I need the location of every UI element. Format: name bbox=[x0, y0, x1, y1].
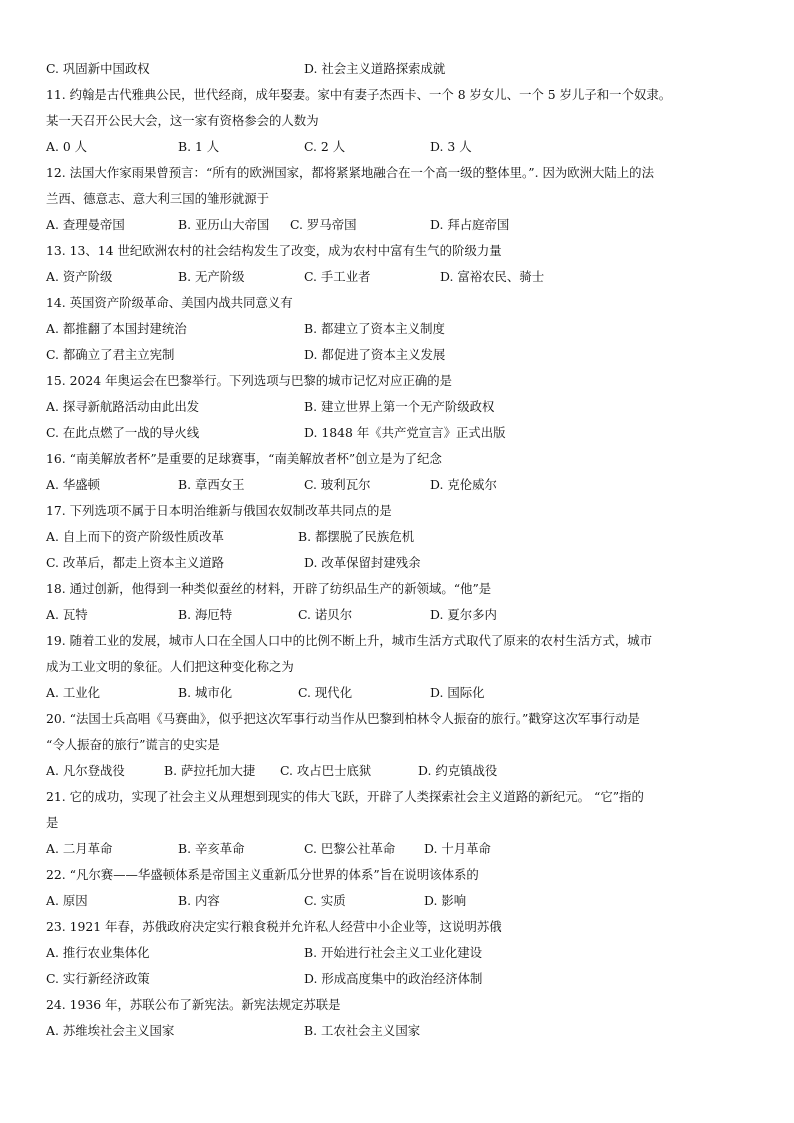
q22-option-d[interactable]: D. 影响 bbox=[424, 893, 467, 908]
q17-option-d[interactable]: D. 改革保留封建残余 bbox=[304, 555, 421, 570]
q16-option-d[interactable]: D. 克伦威尔 bbox=[430, 477, 497, 492]
q19-stem-line2: 成为工业文明的象征。人们把这种变化称之为 bbox=[46, 659, 294, 674]
q19-option-c[interactable]: C. 现代化 bbox=[298, 685, 353, 700]
q18-option-d[interactable]: D. 夏尔多内 bbox=[430, 607, 497, 622]
q21-option-c[interactable]: C. 巴黎公社革命 bbox=[304, 841, 396, 856]
q12-option-b[interactable]: B. 亚历山大帝国 bbox=[178, 217, 270, 232]
q19-stem-line1: 19. 随着工业的发展，城市人口在全国人口中的比例不断上升，城市生活方式取代了原来的农村生活方式，城市 bbox=[46, 633, 653, 648]
q17-option-c[interactable]: C. 改革后，都走上资本主义道路 bbox=[46, 555, 224, 570]
q11-stem-line2: 某一天召开公民大会，这一家有资格参会的人数为 bbox=[46, 113, 319, 128]
q18-option-c[interactable]: C. 诺贝尔 bbox=[298, 607, 353, 622]
q18-stem: 18. 通过创新，他得到一种类似蚕丝的材料，开辟了纺织品生产的新领域。“他”是 bbox=[46, 581, 492, 596]
q15-option-d[interactable]: D. 1848 年《共产党宣言》正式出版 bbox=[304, 425, 506, 440]
q24-stem: 24. 1936 年，苏联公布了新宪法。新宪法规定苏联是 bbox=[46, 997, 341, 1012]
q12-stem-line2: 兰西、德意志、意大利三国的雏形就源于 bbox=[46, 191, 270, 206]
q15-stem: 15. 2024 年奥运会在巴黎举行。下列选项与巴黎的城市记忆对应正确的是 bbox=[46, 373, 453, 388]
q22-option-a[interactable]: A. 原因 bbox=[46, 893, 88, 908]
q13-stem: 13. 13、14 世纪欧洲农村的社会结构发生了改变，成为农村中富有生气的阶级力量 bbox=[46, 243, 502, 258]
q24-option-a[interactable]: A. 苏维埃社会主义国家 bbox=[46, 1023, 175, 1038]
q11-option-d[interactable]: D. 3 人 bbox=[430, 139, 472, 154]
q11-option-a[interactable]: A. 0 人 bbox=[46, 139, 88, 154]
q23-stem: 23. 1921 年春，苏俄政府决定实行粮食税并允许私人经营中小企业等，这说明苏俄 bbox=[46, 919, 502, 934]
q23-option-b[interactable]: B. 开始进行社会主义工业化建设 bbox=[304, 945, 483, 960]
q11-option-b[interactable]: B. 1 人 bbox=[178, 139, 220, 154]
q23-option-d[interactable]: D. 形成高度集中的政治经济体制 bbox=[304, 971, 483, 986]
q21-option-d[interactable]: D. 十月革命 bbox=[424, 841, 491, 856]
q20-option-c[interactable]: C. 攻占巴士底狱 bbox=[280, 763, 372, 778]
q14-stem: 14. 英国资产阶级革命、美国内战共同意义有 bbox=[46, 295, 293, 310]
q15-option-b[interactable]: B. 建立世界上第一个无产阶级政权 bbox=[304, 399, 495, 414]
q22-option-c[interactable]: C. 实质 bbox=[304, 893, 346, 908]
q20-stem-line2: “令人振奋的旅行”谎言的史实是 bbox=[46, 737, 220, 752]
q16-option-c[interactable]: C. 玻利瓦尔 bbox=[304, 477, 371, 492]
q12-option-c[interactable]: C. 罗马帝国 bbox=[290, 217, 357, 232]
q12-stem-line1: 12. 法国大作家雨果曾预言：“所有的欧洲国家，都将紧紧地融合在一个高一级的整体里。”. 因为欧洲大陆上的法 bbox=[46, 165, 654, 180]
q19-option-b[interactable]: B. 城市化 bbox=[178, 685, 233, 700]
q20-option-d[interactable]: D. 约克镇战役 bbox=[418, 763, 498, 778]
q20-option-b[interactable]: B. 萨拉托加大捷 bbox=[164, 763, 256, 778]
q14-option-b[interactable]: B. 都建立了资本主义制度 bbox=[304, 321, 445, 336]
q15-option-c[interactable]: C. 在此点燃了一战的导火线 bbox=[46, 425, 200, 440]
q12-option-d[interactable]: D. 拜占庭帝国 bbox=[430, 217, 510, 232]
q21-stem-line1: 21. 它的成功，实现了社会主义从理想到现实的伟大飞跃，开辟了人类探索社会主义道路的新纪元。 “它”指的 bbox=[46, 789, 644, 804]
q11-stem-line1: 11. 约翰是古代雅典公民，世代经商，成年娶妻。家中有妻子杰西卡、一个 8 岁女儿、一个 5 岁儿子和一个奴隶。 bbox=[46, 87, 672, 102]
q15-option-a[interactable]: A. 探寻新航路活动由此出发 bbox=[46, 399, 200, 414]
q16-stem: 16. “南美解放者杯”是重要的足球赛事，“南美解放者杯”创立是为了纪念 bbox=[46, 451, 442, 466]
q14-option-c[interactable]: C. 都确立了君主立宪制 bbox=[46, 347, 175, 362]
q19-option-a[interactable]: A. 工业化 bbox=[46, 685, 100, 700]
q23-option-c[interactable]: C. 实行新经济政策 bbox=[46, 971, 150, 986]
q16-option-b[interactable]: B. 章西女王 bbox=[178, 477, 245, 492]
q19-option-d[interactable]: D. 国际化 bbox=[430, 685, 485, 700]
q18-option-a[interactable]: A. 瓦特 bbox=[46, 607, 88, 622]
q13-option-a[interactable]: A. 资产阶级 bbox=[46, 269, 113, 284]
q14-option-a[interactable]: A. 都推翻了本国封建统治 bbox=[46, 321, 187, 336]
q11-option-c[interactable]: C. 2 人 bbox=[304, 139, 346, 154]
q13-option-d[interactable]: D. 富裕农民、骑士 bbox=[440, 269, 545, 284]
q21-option-b[interactable]: B. 辛亥革命 bbox=[178, 841, 245, 856]
q22-option-b[interactable]: B. 内容 bbox=[178, 893, 220, 908]
q10-option-d[interactable]: D. 社会主义道路探索成就 bbox=[304, 61, 446, 76]
q21-stem-line2: 是 bbox=[46, 815, 59, 830]
q20-option-a[interactable]: A. 凡尔登战役 bbox=[46, 763, 125, 778]
q18-option-b[interactable]: B. 海厄特 bbox=[178, 607, 233, 622]
q23-option-a[interactable]: A. 推行农业集体化 bbox=[46, 945, 150, 960]
q22-stem: 22. “凡尔赛——华盛顿体系是帝国主义重新瓜分世界的体系”旨在说明该体系的 bbox=[46, 867, 479, 882]
q14-option-d[interactable]: D. 都促进了资本主义发展 bbox=[304, 347, 446, 362]
q20-stem-line1: 20. “法国士兵高唱《马赛曲》，似乎把这次军事行动当作从巴黎到柏林令人振奋的旅行。”戳穿这次军事行动是 bbox=[46, 711, 640, 726]
q24-option-b[interactable]: B. 工农社会主义国家 bbox=[304, 1023, 421, 1038]
q16-option-a[interactable]: A. 华盛顿 bbox=[46, 477, 100, 492]
q13-option-b[interactable]: B. 无产阶级 bbox=[178, 269, 245, 284]
q10-option-c[interactable]: C. 巩固新中国政权 bbox=[46, 61, 150, 76]
q21-option-a[interactable]: A. 二月革命 bbox=[46, 841, 113, 856]
q17-option-a[interactable]: A. 自上而下的资产阶级性质改革 bbox=[46, 529, 224, 544]
q17-stem: 17. 下列选项不属于日本明治维新与俄国农奴制改革共同点的是 bbox=[46, 503, 392, 518]
q17-option-b[interactable]: B. 都摆脱了民族危机 bbox=[298, 529, 415, 544]
q13-option-c[interactable]: C. 手工业者 bbox=[304, 269, 371, 284]
q12-option-a[interactable]: A. 查理曼帝国 bbox=[46, 217, 125, 232]
